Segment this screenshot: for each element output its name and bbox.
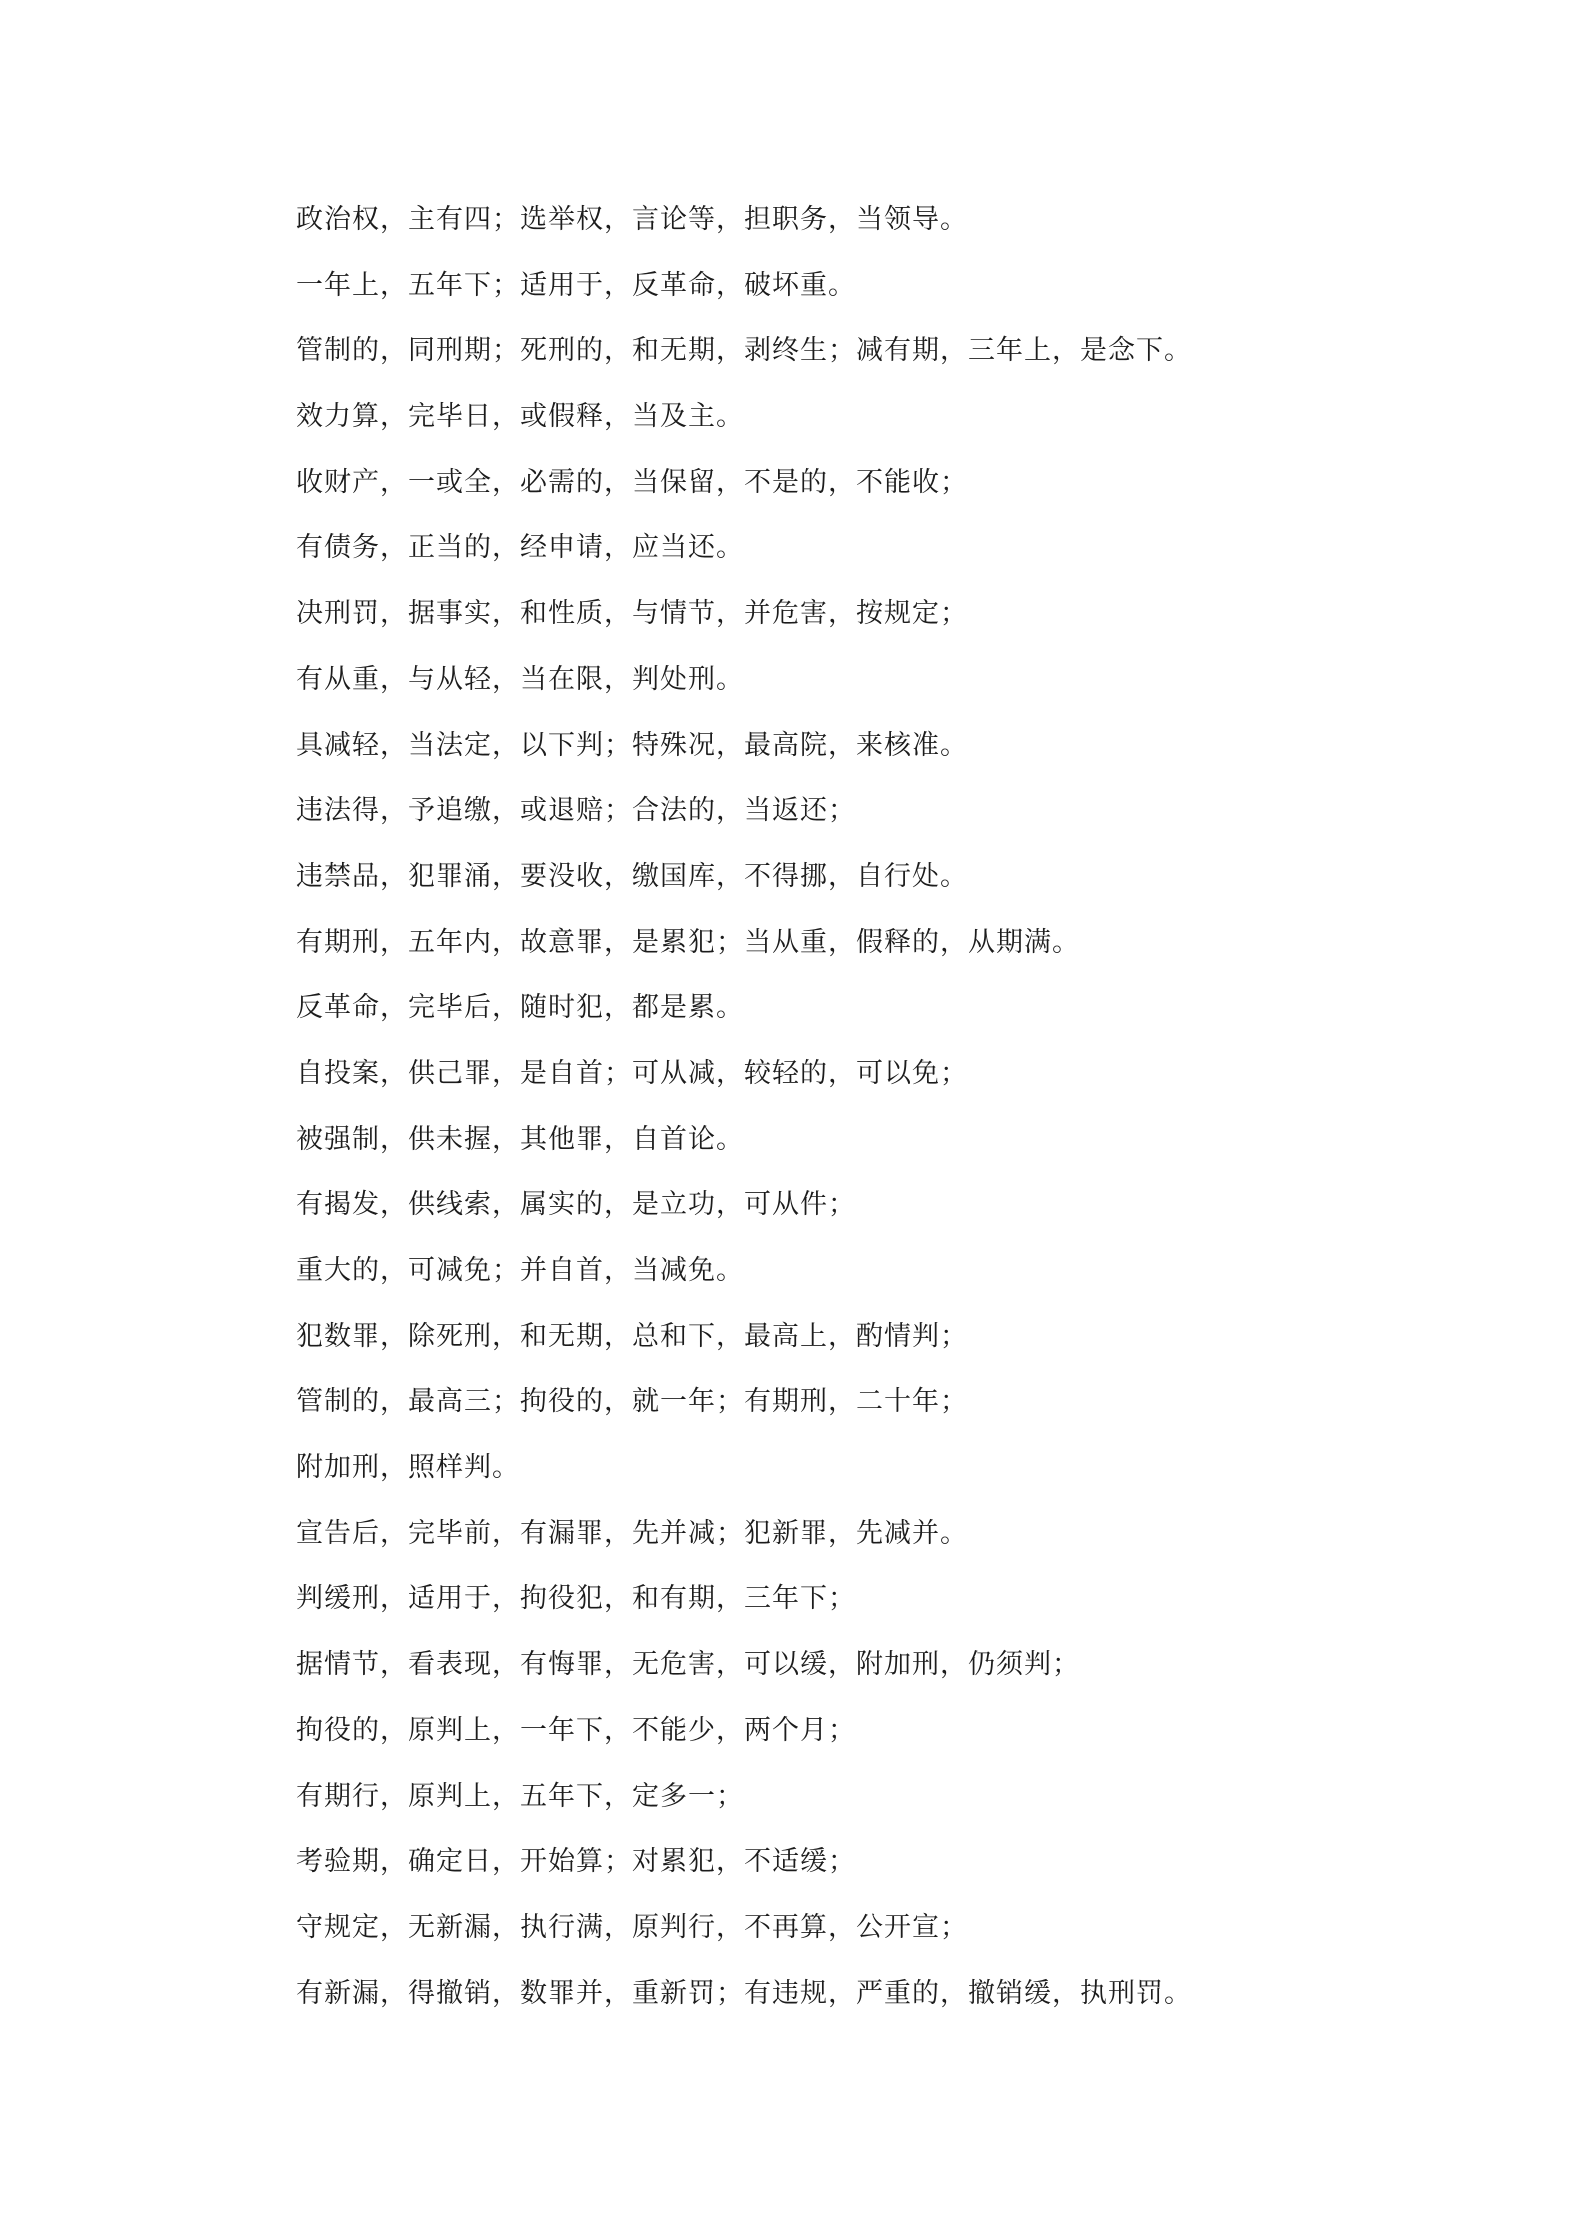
text-line-4: 效力算，完毕日，或假释，当及主。 <box>296 401 744 433</box>
text-line-15: 被强制，供未握，其他罪，自首论。 <box>296 1123 744 1155</box>
text-line-28: 有新漏，得撤销，数罪并，重新罚；有违规，严重的，撤销缓，执刑罚。 <box>296 1977 1192 2009</box>
text-line-20: 附加刑，照样判。 <box>296 1452 520 1484</box>
text-line-16: 有揭发，供线索，属实的，是立功，可从件； <box>296 1189 856 1221</box>
text-line-27: 守规定，无新漏，执行满，原判行，不再算，公开宣； <box>296 1911 968 1943</box>
text-line-3: 管制的，同刑期；死刑的，和无期，剥终生；减有期，三年上，是念下。 <box>296 335 1192 367</box>
text-line-7: 决刑罚，据事实，和性质，与情节，并危害，按规定； <box>296 598 968 630</box>
text-line-23: 据情节，看表现，有悔罪，无危害，可以缓，附加刑，仍须判； <box>296 1649 1080 1681</box>
text-line-10: 违法得，予追缴，或退赔；合法的，当返还； <box>296 795 856 827</box>
text-line-2: 一年上，五年下；适用于，反革命，破坏重。 <box>296 269 856 301</box>
text-line-8: 有从重，与从轻，当在限，判处刑。 <box>296 663 744 695</box>
text-line-12: 有期刑，五年内，故意罪，是累犯；当从重，假释的，从期满。 <box>296 926 1080 958</box>
text-line-1: 政治权，主有四；选举权，言论等，担职务，当领导。 <box>296 204 968 235</box>
text-line-18: 犯数罪，除死刑，和无期，总和下，最高上，酌情判； <box>296 1320 968 1352</box>
text-line-6: 有债务，正当的，经申请，应当还。 <box>296 532 744 564</box>
text-line-13: 反革命，完毕后，随时犯，都是累。 <box>296 992 744 1024</box>
text-line-17: 重大的，可减免；并自首，当减免。 <box>296 1255 744 1286</box>
text-body <box>296 197 1496 2036</box>
text-line-26: 考验期，确定日，开始算；对累犯，不适缓； <box>296 1846 856 1878</box>
text-line-14: 自投案，供己罪，是自首；可从减，较轻的，可以免； <box>296 1057 968 1089</box>
text-line-22: 判缓刑，适用于，拘役犯，和有期，三年下； <box>296 1583 856 1615</box>
text-line-11: 违禁品，犯罪涌，要没收，缴国库，不得挪，自行处。 <box>296 860 968 892</box>
text-line-24: 拘役的，原判上，一年下，不能少，两个月； <box>296 1714 856 1746</box>
text-line-9: 具减轻，当法定，以下判；特殊况，最高院，来核准。 <box>296 729 968 761</box>
text-line-21: 宣告后，完毕前，有漏罪，先并减；犯新罪，先减并。 <box>296 1517 968 1549</box>
text-line-25: 有期行，原判上，五年下，定多一； <box>296 1780 744 1812</box>
text-line-5: 收财产，一或全，必需的，当保留，不是的，不能收； <box>296 466 968 498</box>
text-line-19: 管制的，最高三；拘役的，就一年；有期刑，二十年； <box>296 1386 968 1418</box>
